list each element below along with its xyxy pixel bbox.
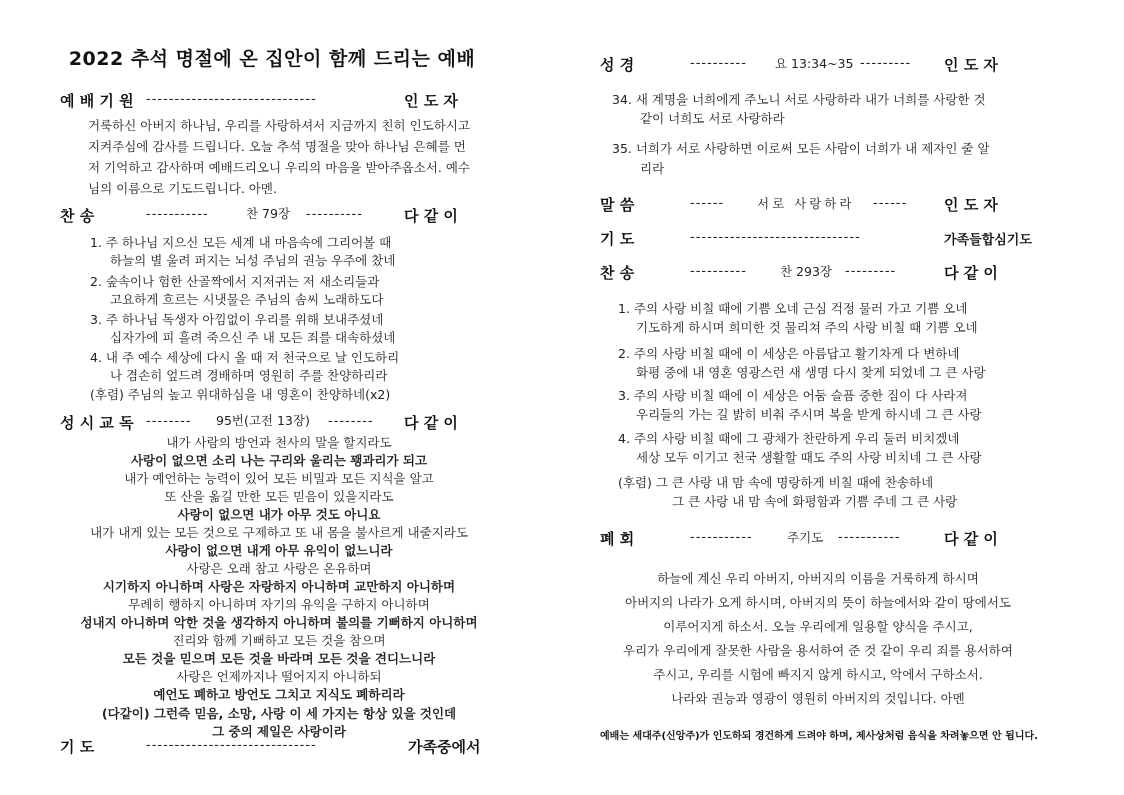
section-label-opening-prayer: 예 배 기 원 bbox=[60, 92, 134, 110]
leader-label: 가족중에서 bbox=[408, 738, 481, 756]
leader-label: 다 같 이 bbox=[404, 414, 458, 432]
divider-dashes: ------ bbox=[873, 196, 908, 211]
section-label-responsive-reading: 성 시 교 독 bbox=[60, 414, 134, 432]
divider-dashes: ---------- bbox=[306, 207, 363, 222]
hymn-verse-line: 우리들의 가는 길 밝히 비춰 주시며 복을 받게 하시네 그 큰 사랑 bbox=[636, 407, 982, 422]
leader-label: 다 같 이 bbox=[944, 264, 998, 282]
lords-prayer-line: 아버지의 나라가 오게 하시며, 아버지의 뜻이 하늘에서와 같이 땅에서도 bbox=[625, 595, 1011, 610]
lords-prayer-line: 하늘에 계신 우리 아버지, 아버지의 이름을 거룩하게 하시며 bbox=[657, 571, 979, 586]
divider-dashes: ----------- bbox=[690, 530, 753, 545]
hymn-verse-line: 4. 주의 사랑 비칠 때에 그 광채가 찬란하게 우리 둘러 비치겠네 bbox=[618, 431, 960, 446]
hymn-verse-line: 고요하게 흐르는 시냇물은 주님의 솜씨 노래하도다 bbox=[110, 292, 384, 307]
reading-reference: 95번(고전 13장) bbox=[216, 413, 310, 428]
reading-line: 무례히 행하지 아니하며 자기의 유익을 구하지 아니하며 bbox=[128, 597, 430, 612]
hymn-refrain: (후렴) 주님의 높고 위대하심을 내 영혼이 찬양하네(x2) bbox=[90, 387, 391, 402]
reading-line: 또 산을 옮길 만한 모든 믿음이 있을지라도 bbox=[164, 489, 394, 504]
hymn-verse-line: 4. 내 주 예수 세상에 다시 올 때 저 천국으로 날 인도하리 bbox=[90, 350, 400, 365]
hymn-verse-line: 세상 모두 이기고 천국 생활할 때도 주의 사랑 비치네 그 큰 사랑 bbox=[636, 450, 982, 465]
leader-label: 인 도 자 bbox=[944, 56, 998, 74]
reading-line: 진리와 함께 기뻐하고 모든 것을 참으며 bbox=[172, 633, 386, 648]
leader-label: 다 같 이 bbox=[944, 530, 998, 548]
section-label-hymn: 찬 송 bbox=[60, 207, 95, 225]
reading-line: (다같이) 그런즉 믿음, 소망, 사랑 이 세 가지는 항상 있을 것인데 bbox=[101, 706, 457, 721]
opening-prayer-line: 지켜주심에 감사를 드립니다. 오늘 추석 명절을 맞아 하나님 은혜를 먼 bbox=[88, 139, 466, 154]
hymn-verse-line: 화평 중에 내 영혼 영광스런 새 생명 다시 찾게 되었네 그 큰 사랑 bbox=[636, 365, 986, 380]
worship-note: 예배는 세대주(신앙주)가 인도하되 경건하게 드려야 하며, 제사상처럼 음식을 차려놓으면 안 됩니다. bbox=[600, 731, 1038, 742]
hymn-verse-line: 기도하게 하시며 희미한 것 물리쳐 주의 사랑 비칠 때 기쁨 오네 bbox=[636, 320, 978, 335]
divider-dashes: ------------------------------ bbox=[146, 738, 317, 753]
reading-line: 사랑이 없으면 내게 아무 유익이 없느니라 bbox=[165, 543, 393, 558]
scripture-verse-line: 리라 bbox=[640, 161, 665, 176]
opening-prayer-line: 저 기억하고 감사하며 예배드리오니 우리의 마음을 받아주옵소서. 예수 bbox=[88, 160, 470, 175]
divider-dashes: --------- bbox=[845, 264, 897, 279]
divider-dashes: ---------- bbox=[690, 264, 747, 279]
hymn-refrain: (후렴) 그 큰 사랑 내 맘 속에 명랑하게 비칠 때에 찬송하네 bbox=[618, 475, 934, 490]
divider-dashes: ----------- bbox=[146, 207, 209, 222]
hymn-verse-line: 1. 주의 사랑 비칠 때에 기쁨 오네 근심 걱정 물러 가고 기쁨 오네 bbox=[618, 301, 968, 316]
hymn-number: 찬 293장 bbox=[780, 264, 832, 279]
leader-label: 인 도 자 bbox=[944, 196, 998, 214]
section-label-closing: 폐 회 bbox=[600, 530, 635, 548]
hymn-verse-line: 1. 주 하나님 지으신 모든 세계 내 마음속에 그리어볼 때 bbox=[90, 235, 392, 250]
opening-prayer-line: 님의 이름으로 기도드립니다. 아멘. bbox=[88, 181, 277, 196]
section-label-prayer: 기 도 bbox=[60, 738, 95, 756]
scripture-verse-line: 35. 너희가 서로 사랑하면 이로써 모든 사람이 너희가 내 제자인 줄 알 bbox=[612, 141, 990, 156]
section-label-prayer: 기 도 bbox=[600, 230, 635, 248]
divider-dashes: ------------------------------ bbox=[690, 230, 861, 245]
leader-label: 가족들합심기도 bbox=[944, 233, 1032, 248]
scripture-verse-line: 같이 너희도 서로 사랑하라 bbox=[640, 111, 785, 126]
hymn-verse-line: 십자가에 피 흘려 죽으신 주 내 모든 죄를 대속하셨네 bbox=[110, 330, 396, 345]
reading-line: 예언도 폐하고 방언도 그치고 지식도 폐하리라 bbox=[153, 687, 405, 702]
reading-line: 그 중의 제일은 사랑이라 bbox=[212, 724, 346, 739]
reading-line: 사랑이 없으면 내가 아무 것도 아니요 bbox=[177, 507, 381, 522]
divider-dashes: --------- bbox=[860, 56, 912, 71]
reading-line: 내가 내게 있는 모든 것으로 구제하고 또 내 몸을 불사르게 내줄지라도 bbox=[90, 525, 468, 540]
hymn-number: 찬 79장 bbox=[246, 206, 291, 221]
hymn-verse-line: 3. 주 하나님 독생자 아낌없이 우리를 위해 보내주셨네 bbox=[90, 312, 384, 327]
lords-prayer-line: 나라와 권능과 영광이 영원히 아버지의 것입니다. 아멘 bbox=[671, 691, 965, 706]
section-label-hymn: 찬 송 bbox=[600, 264, 635, 282]
hymn-verse-line: 나 겸손히 엎드려 경배하며 영원히 주를 찬양하리라 bbox=[110, 368, 388, 383]
divider-dashes: -------- bbox=[146, 414, 192, 429]
hymn-verse-line: 2. 숲속이나 험한 산골짝에서 지저귀는 저 새소리들과 bbox=[90, 274, 380, 289]
hymn-verse-line: 2. 주의 사랑 비칠 때에 이 세상은 아름답고 활기차게 다 변하네 bbox=[618, 346, 960, 361]
reading-line: 내가 예언하는 능력이 있어 모든 비밀과 모든 지식을 알고 bbox=[124, 471, 434, 486]
reading-line: 사랑은 언제까지나 떨어지지 아니하되 bbox=[176, 669, 382, 684]
divider-dashes: -------- bbox=[328, 414, 374, 429]
lords-prayer-line: 주시고, 우리를 시험에 빠지지 않게 하시고, 악에서 구하소서. bbox=[653, 667, 983, 682]
hymn-verse-line: 하늘의 별 울려 퍼지는 뇌성 주님의 권능 우주에 찼네 bbox=[110, 253, 396, 268]
lords-prayer-line: 이루어지게 하소서. 오늘 우리에게 일용할 양식을 주시고, bbox=[663, 619, 973, 634]
reading-line: 사랑은 오래 참고 사랑은 온유하며 bbox=[186, 561, 372, 576]
reading-line: 시기하지 아니하며 사랑은 자랑하지 아니하며 교만하지 아니하며 bbox=[102, 579, 456, 594]
reading-line: 사랑이 없으면 소리 나는 구리와 울리는 꽹과리가 되고 bbox=[130, 453, 428, 468]
divider-dashes: ------ bbox=[690, 196, 725, 211]
reading-line: 모든 것을 믿으며 모든 것을 바라며 모든 것을 견디느니라 bbox=[122, 651, 436, 666]
scripture-verse-line: 34. 새 계명을 너희에게 주노니 서로 사랑하라 내가 너희를 사랑한 것 bbox=[612, 92, 986, 107]
divider-dashes: ----------- bbox=[838, 530, 901, 545]
reading-line: 내가 사람의 방언과 천사의 말을 할지라도 bbox=[166, 435, 392, 450]
hymn-verse-line: 3. 주의 사랑 비칠 때에 이 세상은 어둠 슬픔 중한 짐이 다 사라져 bbox=[618, 388, 968, 403]
scripture-reference: 요 13:34~35 bbox=[775, 56, 854, 71]
lords-prayer-line: 우리가 우리에게 잘못한 사람을 용서하여 준 것 같이 우리 죄를 용서하여 bbox=[623, 643, 1013, 658]
divider-dashes: ---------- bbox=[690, 56, 747, 71]
leader-label: 인 도 자 bbox=[404, 92, 458, 110]
closing-title: 주기도 bbox=[787, 530, 824, 545]
leader-label: 다 같 이 bbox=[404, 207, 458, 225]
divider-dashes: ------------------------------ bbox=[146, 92, 317, 107]
opening-prayer-line: 거룩하신 아버지 하나님, 우리를 사랑하셔서 지금까지 친히 인도하시고 bbox=[88, 118, 470, 133]
section-label-scripture: 성 경 bbox=[600, 56, 635, 74]
section-label-sermon: 말 씀 bbox=[600, 196, 635, 214]
reading-line: 성내지 아니하며 악한 것을 생각하지 아니하며 불의를 기뻐하지 아니하며 bbox=[80, 615, 478, 630]
page-title: 2022 추석 명절에 온 집안이 함께 드리는 예배 bbox=[68, 48, 476, 70]
sermon-theme: 서로 사랑하라 bbox=[757, 196, 855, 211]
hymn-refrain: 그 큰 사랑 내 맘 속에 화평함과 기쁨 주네 그 큰 사랑 bbox=[672, 494, 958, 509]
